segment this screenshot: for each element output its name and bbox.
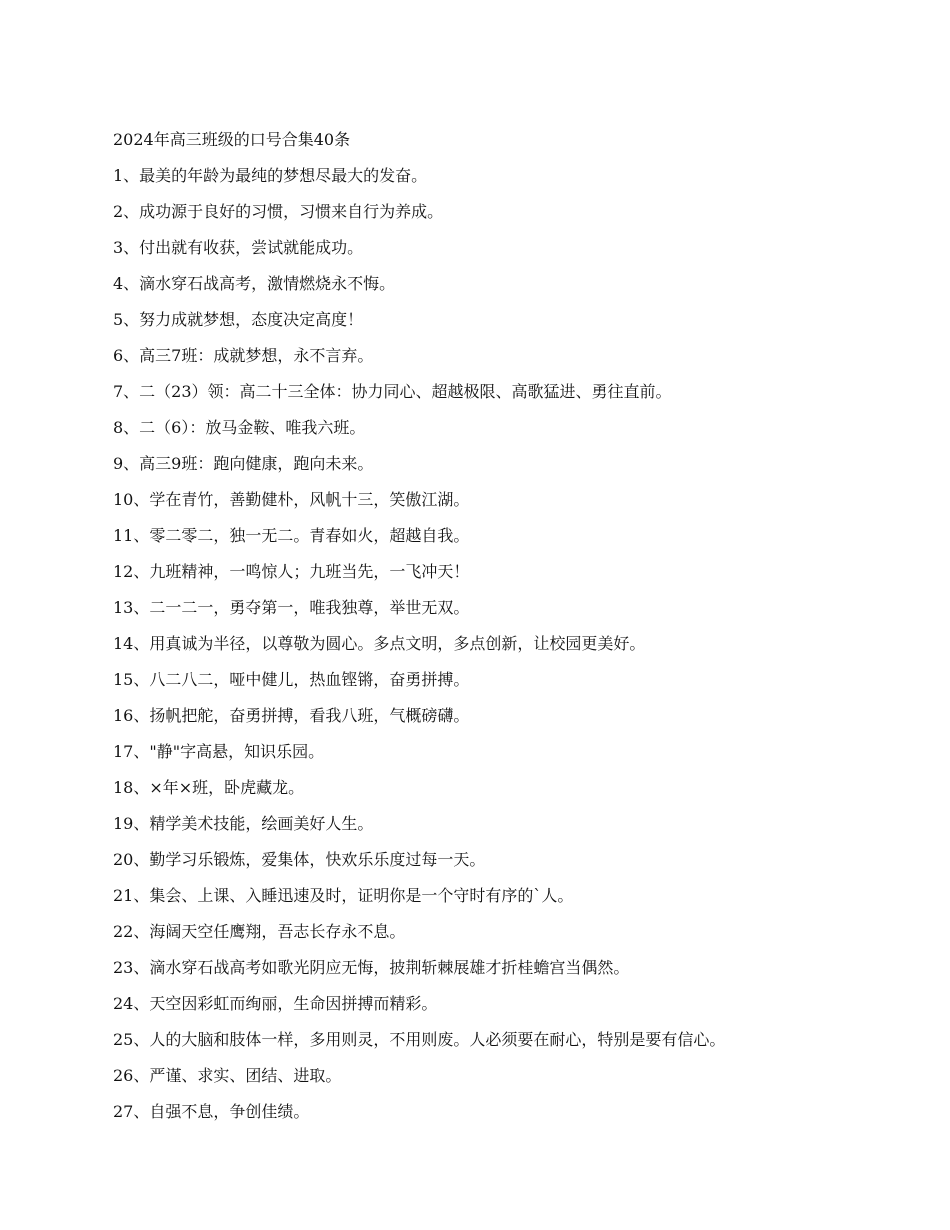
list-item: 26、严谨、求实、团结、进取。 (113, 1066, 342, 1085)
list-item: 2、成功源于良好的习惯，习惯来自行为养成。 (113, 202, 444, 221)
list-item: 23、滴水穿石战高考如歌光阴应无悔，披荆斩棘展雄才折桂蟾宫当偶然。 (113, 958, 630, 977)
list-item: 4、滴水穿石战高考，激情燃烧永不悔。 (113, 274, 396, 293)
slogan-list (113, 158, 890, 1130)
list-item: 11、零二零二，独一无二。青春如火，超越自我。 (113, 526, 470, 545)
list-item: 5、努力成就梦想，态度决定高度！ (113, 310, 364, 329)
list-item: 12、九班精神，一鸣惊人；九班当先，一飞冲天！ (113, 562, 470, 581)
list-item: 19、精学美术技能，绘画美好人生。 (113, 814, 374, 833)
list-item: 13、二一二一，勇夺第一，唯我独尊，举世无双。 (113, 598, 470, 617)
list-item: 17、"静"字高悬，知识乐园。 (113, 742, 325, 761)
list-item: 22、海阔天空任鹰翔，吾志长存永不息。 (113, 922, 406, 941)
list-item: 25、人的大脑和肢体一样，多用则灵，不用则废。人必须要在耐心，特别是要有信心。 (113, 1030, 726, 1049)
list-item: 1、最美的年龄为最纯的梦想尽最大的发奋。 (113, 166, 428, 185)
list-item: 24、天空因彩虹而绚丽，生命因拼搏而精彩。 (113, 994, 438, 1013)
list-item: 3、付出就有收获，尝试就能成功。 (113, 238, 364, 257)
list-item: 9、高三9班：跑向健康，跑向未来。 (113, 454, 374, 473)
list-item: 10、学在青竹，善勤健朴，风帆十三，笑傲江湖。 (113, 490, 470, 509)
document-title: 2024年高三班级的口号合集40条 (113, 130, 351, 149)
list-item: 15、八二八二，哑中健儿，热血铿锵，奋勇拼搏。 (113, 670, 470, 689)
list-item: 16、扬帆把舵，奋勇拼搏，看我八班，气概磅礴。 (113, 706, 470, 725)
list-item: 27、自强不息，争创佳绩。 (113, 1102, 310, 1121)
list-item: 6、高三7班：成就梦想，永不言弃。 (113, 346, 374, 365)
list-item: 21、集会、上课、入睡迅速及时，证明你是一个守时有序的`人。 (113, 886, 574, 905)
list-item: 8、二（6）：放马金鞍、唯我六班。 (113, 418, 366, 437)
list-item: 18、×年×班，卧虎藏龙。 (113, 778, 305, 797)
list-item: 7、二（23）领：高二十三全体：协力同心、超越极限、高歌猛进、勇往直前。 (113, 382, 672, 401)
list-item: 20、勤学习乐锻炼，爱集体，快欢乐乐度过每一天。 (113, 850, 486, 869)
list-item: 14、用真诚为半径，以尊敬为圆心。多点文明，多点创新，让校园更美好。 (113, 634, 646, 653)
